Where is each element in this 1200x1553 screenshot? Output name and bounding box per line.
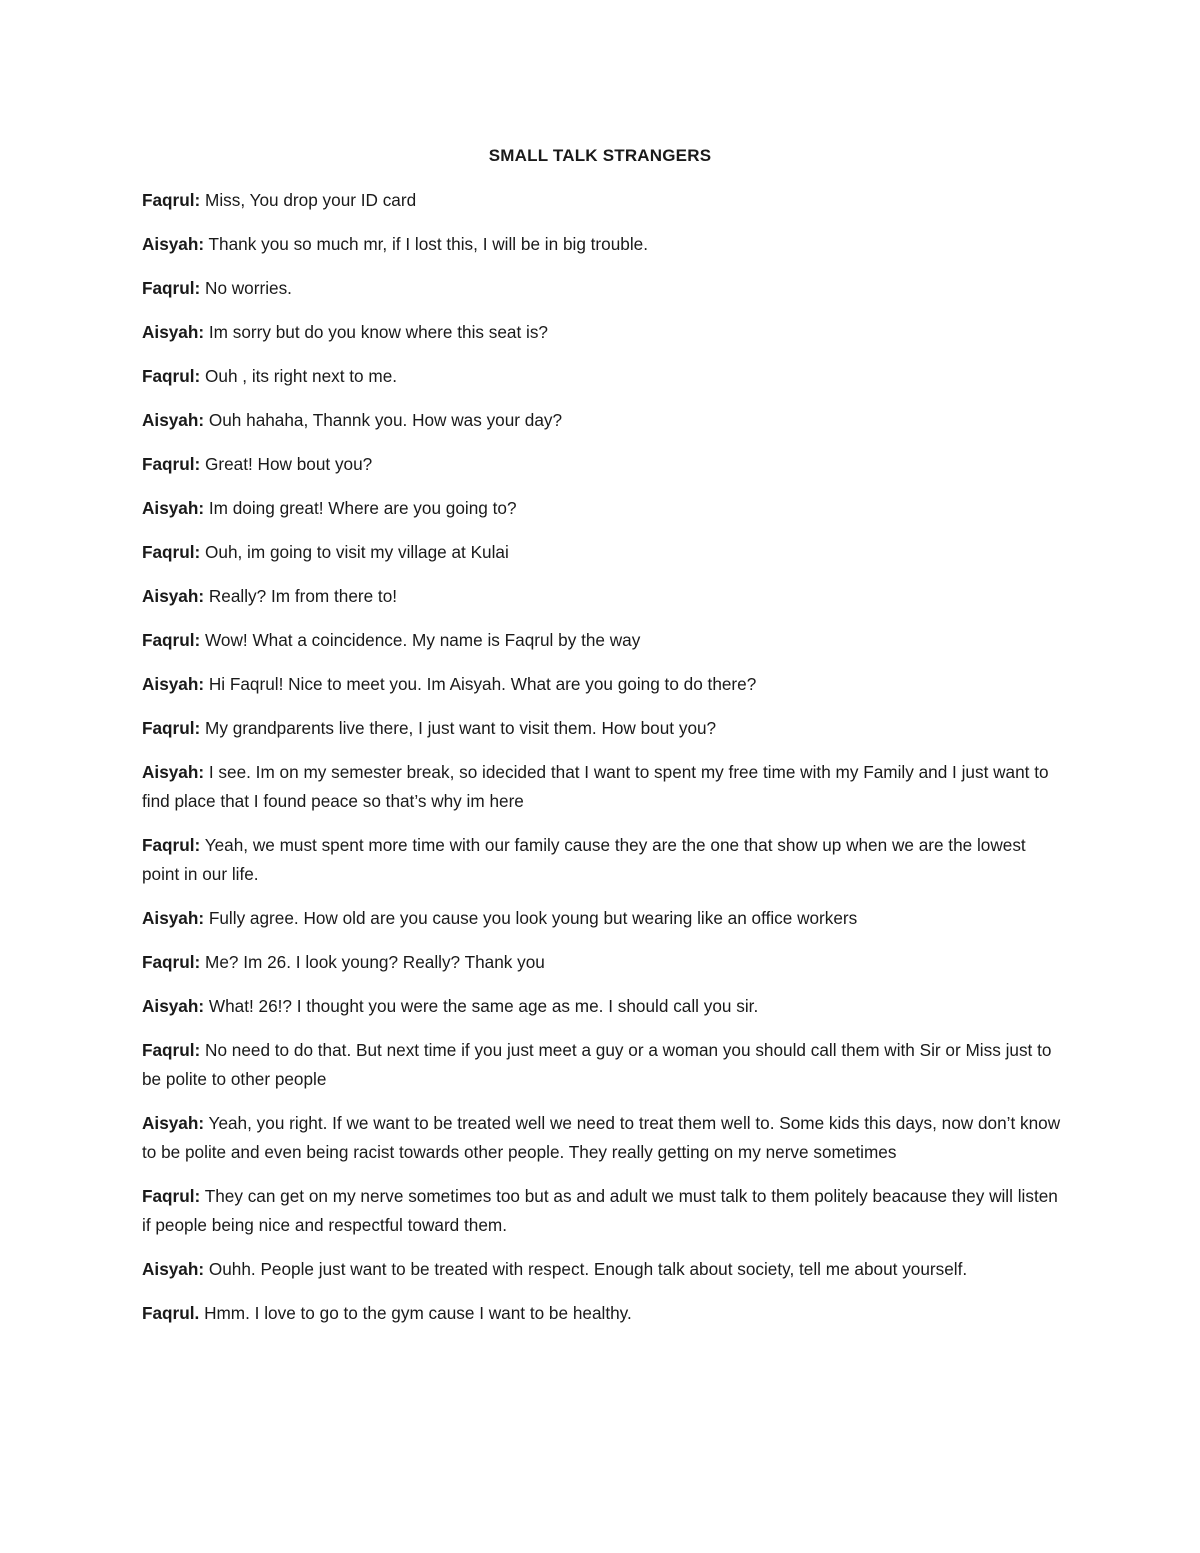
- speaker-name: Aisyah:: [142, 498, 205, 518]
- speaker-name: Faqrul:: [142, 278, 201, 298]
- utterance-text: They can get on my nerve sometimes too but as and adult we must talk to them politely beacause they will listen if people being nice and respectful toward them.: [142, 1186, 1058, 1235]
- utterance-text: Ouh hahaha, Thannk you. How was your day?: [204, 410, 563, 430]
- dialogue-line: [142, 1299, 1067, 1328]
- speaker-name: Faqrul:: [142, 718, 201, 738]
- utterance-text: Really? Im from there to!: [204, 586, 398, 606]
- dialogue-line: [142, 831, 1067, 889]
- utterance-text: Miss, You drop your ID card: [200, 190, 417, 210]
- dialogue-line: [142, 992, 1067, 1021]
- dialogue-line: [142, 318, 1067, 347]
- utterance-text: Hmm. I love to go to the gym cause I want to be healthy.: [199, 1303, 632, 1323]
- speaker-name: Aisyah:: [142, 1259, 205, 1279]
- speaker-name: Aisyah:: [142, 996, 205, 1016]
- dialogue-line: [142, 406, 1067, 435]
- dialogue-line: [142, 1182, 1067, 1240]
- dialogue-line: [142, 948, 1067, 977]
- dialogue-line: [142, 538, 1067, 567]
- utterance-text: No need to do that. But next time if you just meet a guy or a woman you should call them with Sir or Miss just to be polite to other people: [142, 1040, 1052, 1089]
- speaker-name: Faqrul:: [142, 190, 201, 210]
- dialogue-line: [142, 670, 1067, 699]
- speaker-name: Aisyah:: [142, 762, 205, 782]
- speaker-name: Faqrul:: [142, 366, 201, 386]
- speaker-name: Aisyah:: [142, 410, 205, 430]
- document-title: SMALL TALK STRANGERS: [488, 146, 712, 165]
- utterance-text: Ouh , its right next to me.: [200, 366, 398, 386]
- speaker-name: Faqrul:: [142, 454, 201, 474]
- dialogue-line: [142, 450, 1067, 479]
- utterance-text: Great! How bout you?: [200, 454, 373, 474]
- utterance-text: Wow! What a coincidence. My name is Faqrul by the way: [200, 630, 641, 650]
- dialogue-line: [142, 758, 1067, 816]
- speaker-name: Aisyah:: [142, 908, 205, 928]
- dialogue-line: [142, 626, 1067, 655]
- speaker-name: Faqrul:: [142, 835, 201, 855]
- speaker-name: Faqrul.: [142, 1303, 200, 1323]
- dialogue-line: [142, 494, 1067, 523]
- utterance-text: Yeah, you right. If we want to be treated well we need to treat them well to. Some kids this days, now don’t know to be polite and even being racist towards other people. They really getting on my nerve sometimes: [142, 1113, 1061, 1162]
- dialogue-line: [142, 904, 1067, 933]
- speaker-name: Faqrul:: [142, 630, 201, 650]
- utterance-text: Im doing great! Where are you going to?: [204, 498, 517, 518]
- speaker-name: Aisyah:: [142, 322, 205, 342]
- speaker-name: Aisyah:: [142, 586, 205, 606]
- utterance-text: What! 26!? I thought you were the same age as me. I should call you sir.: [204, 996, 759, 1016]
- speaker-name: Aisyah:: [142, 234, 205, 254]
- utterance-text: Fully agree. How old are you cause you look young but wearing like an office workers: [204, 908, 858, 928]
- utterance-text: No worries.: [200, 278, 292, 298]
- dialogue-line: [142, 714, 1067, 743]
- utterance-text: Thank you so much mr, if I lost this, I will be in big trouble.: [204, 234, 648, 254]
- speaker-name: Faqrul:: [142, 1186, 201, 1206]
- dialogue-line: [142, 274, 1067, 303]
- utterance-text: Ouh, im going to visit my village at Kulai: [200, 542, 509, 562]
- utterance-text: Hi Faqrul! Nice to meet you. Im Aisyah. What are you going to do there?: [204, 674, 757, 694]
- utterance-text: Me? Im 26. I look young? Really? Thank you: [200, 952, 545, 972]
- dialogue-line: [142, 1109, 1067, 1167]
- dialogue-line: [142, 186, 1067, 215]
- utterance-text: Ouhh. People just want to be treated with respect. Enough talk about society, tell me about yourself.: [204, 1259, 968, 1279]
- dialogue-line: [142, 1255, 1067, 1284]
- dialogue-line: [142, 1036, 1067, 1094]
- utterance-text: I see. Im on my semester break, so idecided that I want to spent my free time with my Family and I just want to find place that I found peace so that’s why im here: [142, 762, 1049, 811]
- speaker-name: Aisyah:: [142, 1113, 205, 1133]
- speaker-name: Faqrul:: [142, 952, 201, 972]
- dialogue-list: [142, 186, 1067, 1343]
- dialogue-line: [142, 362, 1067, 391]
- speaker-name: Aisyah:: [142, 674, 205, 694]
- speaker-name: Faqrul:: [142, 1040, 201, 1060]
- utterance-text: My grandparents live there, I just want to visit them. How bout you?: [200, 718, 717, 738]
- speaker-name: Faqrul:: [142, 542, 201, 562]
- utterance-text: Yeah, we must spent more time with our family cause they are the one that show up when we are the lowest point in our life.: [142, 835, 1026, 884]
- dialogue-line: [142, 230, 1067, 259]
- utterance-text: Im sorry but do you know where this seat is?: [204, 322, 548, 342]
- dialogue-line: [142, 582, 1067, 611]
